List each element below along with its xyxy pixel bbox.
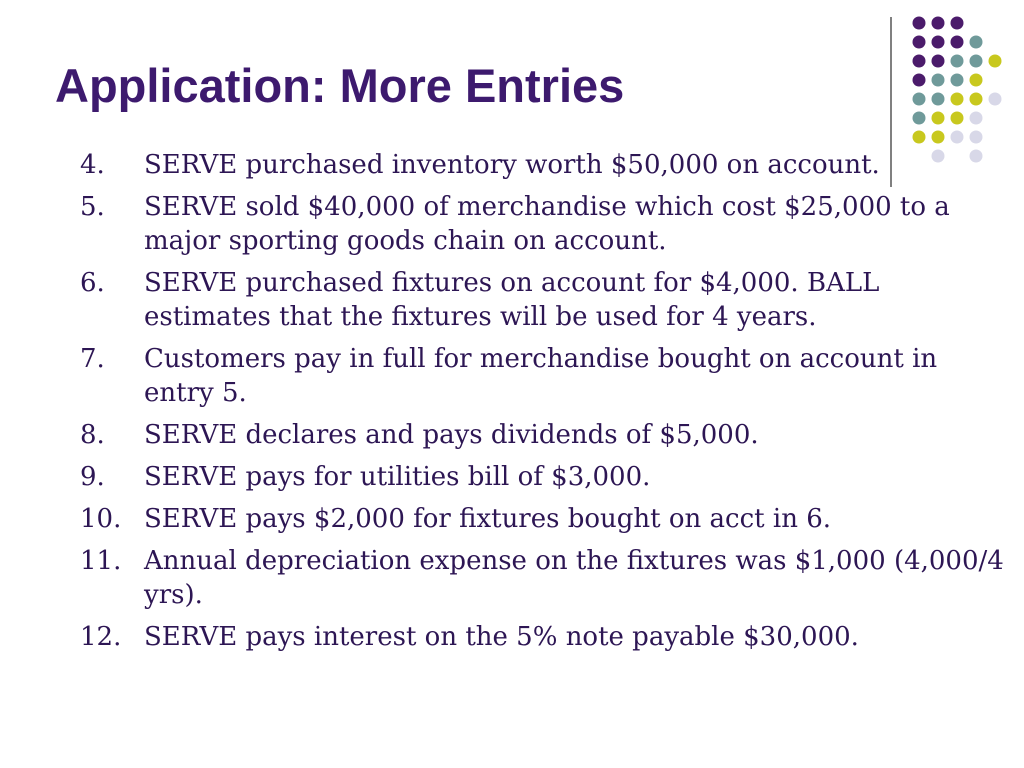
entry-number: 5.	[80, 192, 105, 222]
entry-text: SERVE sold $40,000 of merchandise which cost $25,000 to a major sporting goods chain on account.	[144, 192, 950, 256]
list-item	[80, 460, 1010, 494]
entry-number: 9.	[80, 462, 105, 492]
entry-number: 4.	[80, 150, 105, 180]
entry-text: SERVE pays interest on the 5% note payable $30,000.	[144, 622, 859, 652]
list-item	[80, 190, 1010, 258]
slide-title: Application: More Entries	[55, 59, 625, 112]
entry-text: SERVE pays for utilities bill of $3,000.	[144, 462, 651, 492]
list-item	[80, 342, 1010, 410]
entry-text: Customers pay in full for merchandise bought on account in entry 5.	[144, 344, 938, 408]
list-item	[80, 544, 1010, 612]
entry-number: 7.	[80, 344, 105, 374]
entry-number: 11.	[80, 546, 122, 576]
entry-text: SERVE purchased inventory worth $50,000 on account.	[144, 150, 880, 180]
list-item	[80, 418, 1010, 452]
entry-text: SERVE declares and pays dividends of $5,000.	[144, 420, 759, 450]
entry-number: 12.	[80, 622, 122, 652]
list-item	[80, 266, 1010, 334]
list-item	[80, 148, 1010, 182]
entry-text: Annual depreciation expense on the fixtures was $1,000 (4,000/4 yrs).	[144, 546, 1004, 610]
entry-text: SERVE purchased fixtures on account for $4,000. BALL estimates that the fixtures will be used for 4 years.	[144, 268, 880, 332]
entry-number: 6.	[80, 268, 105, 298]
entry-number: 8.	[80, 420, 105, 450]
entry-text: SERVE pays $2,000 for fixtures bought on acct in 6.	[144, 504, 832, 534]
list-item	[80, 502, 1010, 536]
entry-number: 10.	[80, 504, 122, 534]
list-item	[80, 620, 1010, 654]
entry-list	[80, 148, 1010, 662]
